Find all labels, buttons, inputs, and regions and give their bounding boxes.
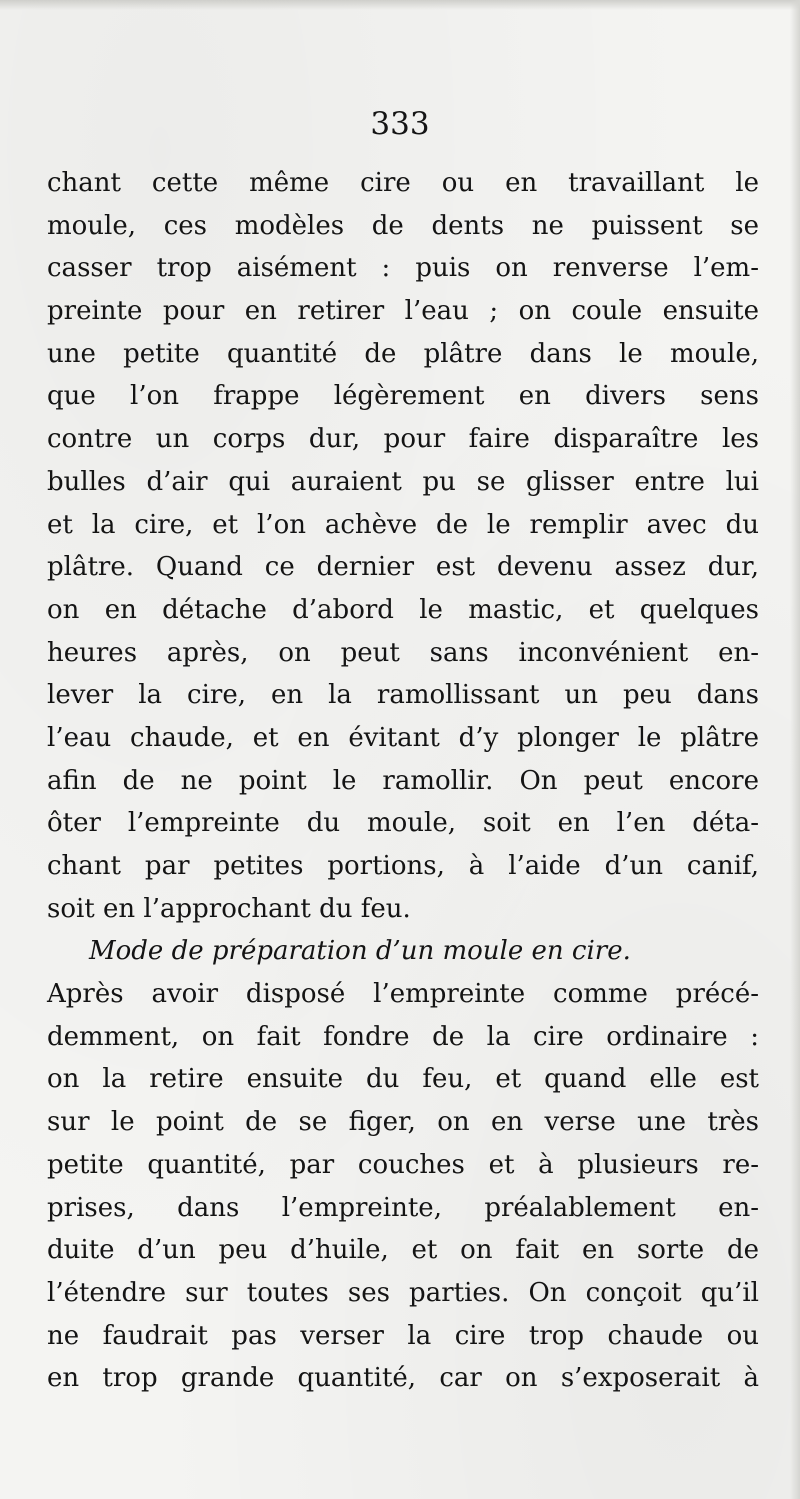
- text-line: lever la cire, en la ramollissant un peu dans: [47, 680, 759, 711]
- page-top-edge: [0, 0, 800, 10]
- text-line: heures après, on peut sans inconvénient en-: [47, 637, 759, 668]
- text-line: soit en l’approchant du feu.: [47, 893, 411, 924]
- text-line: l’étendre sur toutes ses parties. On conçoit qu’il: [47, 1277, 759, 1308]
- text-line: bulles d’air qui auraient pu se glisser entre lui: [47, 466, 759, 497]
- text-line: en trop grande quantité, car on s’exposerait à: [47, 1363, 759, 1394]
- text-line: moule, ces modèles de dents ne puissent se: [47, 210, 759, 241]
- text-line: contre un corps dur, pour faire disparaître les: [47, 424, 759, 455]
- text-line: et la cire, et l’on achève de le remplir avec du: [47, 509, 759, 540]
- text-line: prises, dans l’empreinte, préalablement en-: [47, 1192, 759, 1223]
- paragraph: [47, 162, 759, 930]
- paragraph: [47, 930, 759, 1400]
- text-line: chant cette même cire ou en travaillant le: [47, 168, 759, 198]
- body-text: [47, 162, 759, 1400]
- text-line: que l’on frappe légèrement en divers sens: [47, 381, 759, 412]
- page-number: 333: [370, 106, 430, 142]
- text-line: on la retire ensuite du feu, et quand elle est: [47, 1064, 759, 1095]
- text-line: afin de ne point le ramollir. On peut encore: [47, 765, 759, 796]
- text-line: plâtre. Quand ce dernier est devenu assez dur,: [47, 552, 759, 583]
- text-line: on en détache d’abord le mastic, et quelques: [47, 594, 759, 625]
- text-line: l’eau chaude, et en évitant d’y plonger le plâtre: [47, 722, 759, 753]
- text-line: duite d’un peu d’huile, et on fait en sorte de: [47, 1235, 759, 1266]
- text-line: petite quantité, par couches et à plusieurs re-: [47, 1149, 759, 1180]
- text-line: ne faudrait pas verser la cire trop chaude ou: [47, 1320, 759, 1351]
- text-line: demment, on fait fondre de la cire ordinaire :: [47, 1021, 759, 1052]
- text-line: casser trop aisément : puis on renverse l’em-: [47, 253, 759, 284]
- text-line: une petite quantité de plâtre dans le moule,: [47, 338, 759, 369]
- text-line: ôter l’empreinte du moule, soit en l’en déta-: [47, 808, 759, 839]
- page-right-edge: [790, 0, 800, 1499]
- text-line: Après avoir disposé l’empreinte comme précé-: [47, 979, 759, 1010]
- section-heading: Mode de préparation d’un moule en cire.: [89, 936, 631, 967]
- text-line: sur le point de se figer, on en verse une très: [47, 1107, 759, 1138]
- text-line: chant par petites portions, à l’aide d’un canif,: [47, 851, 759, 881]
- text-line: preinte pour en retirer l’eau ; on coule ensuite: [47, 296, 759, 327]
